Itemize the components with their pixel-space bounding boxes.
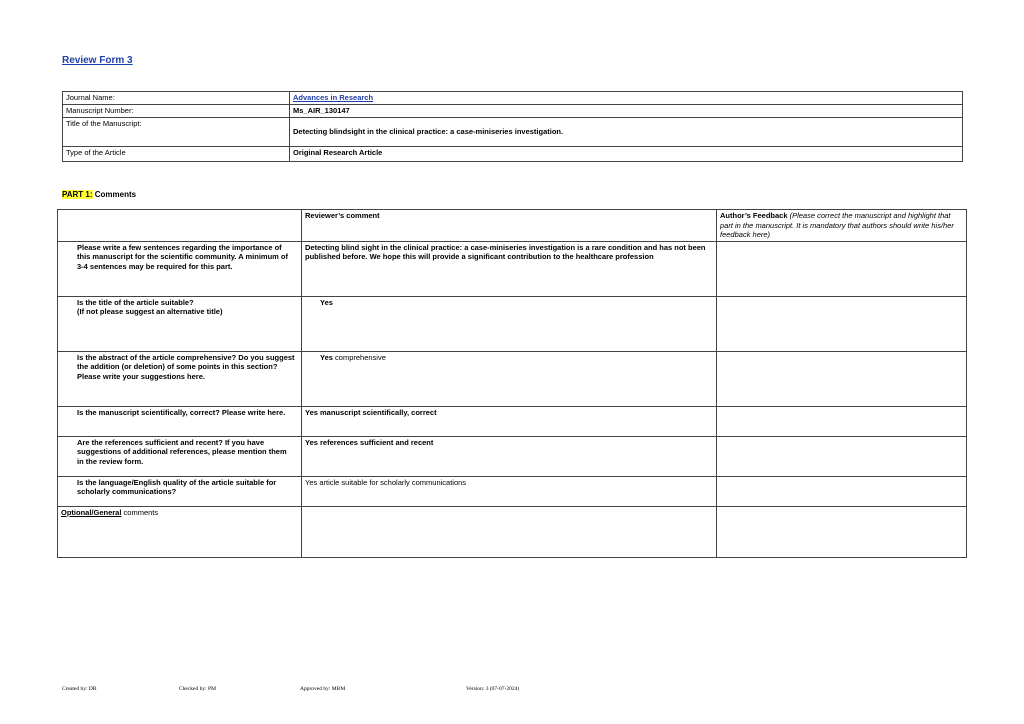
table-row xyxy=(58,476,967,506)
manuscript-title-value: Detecting blindsight in the clinical practice: a case-miniseries investigation. xyxy=(290,118,963,147)
table-row xyxy=(58,506,967,557)
author-feedback-cell[interactable] xyxy=(717,296,967,351)
author-feedback-cell[interactable] xyxy=(717,406,967,436)
question-cell: Please write a few sentences regarding the importance of this manuscript for the scientific community. A minimum of 3-4 sentences may be required for this part. xyxy=(58,241,302,296)
part-heading: PART 1: Comments xyxy=(62,190,137,199)
table-row xyxy=(58,436,967,476)
question-cell: Are the references sufficient and recent? If you have suggestions of additional references, please mention them in the review form. xyxy=(58,436,302,476)
optional-comments-label: Optional/General comments xyxy=(58,506,302,557)
author-feedback-cell[interactable] xyxy=(717,241,967,296)
table-row xyxy=(58,406,967,436)
comment-cell: Yes xyxy=(302,296,717,351)
footer-version: Version: 3 (07-07-2024) xyxy=(466,686,520,692)
comment-cell: Yes comprehensive xyxy=(302,351,717,406)
table-row xyxy=(58,296,967,351)
author-feedback-cell[interactable] xyxy=(717,436,967,476)
optional-comment-cell[interactable] xyxy=(302,506,717,557)
footer-approved-by: Approved by: MBM xyxy=(300,686,346,692)
table-row xyxy=(58,241,967,296)
footer-checked-by: Checked by: PM xyxy=(179,686,216,692)
header-empty-cell xyxy=(58,210,302,242)
manuscript-number-value: Ms_AIR_130147 xyxy=(290,105,963,118)
author-feedback-cell[interactable] xyxy=(717,351,967,406)
journal-link[interactable]: Advances in Research xyxy=(293,93,374,102)
table-row xyxy=(58,351,967,406)
optional-feedback-cell[interactable] xyxy=(717,506,967,557)
reviewer-comment-header: Reviewer’s comment xyxy=(302,210,717,242)
author-feedback-header: Author’s Feedback (Please correct the manuscript and highlight that part in the manuscript. It is mandatory that authors should write his/her feedback here) xyxy=(717,210,967,242)
comment-cell: Yes manuscript scientifically, correct xyxy=(302,406,717,436)
question-cell: Is the language/English quality of the article suitable for scholarly communications? xyxy=(58,476,302,506)
review-comments-table xyxy=(57,209,967,558)
form-title: Review Form 3 xyxy=(62,55,133,66)
manuscript-title-label: Title of the Manuscript: xyxy=(63,118,290,147)
article-type-label: Type of the Article xyxy=(63,147,290,162)
journal-label: Journal Name: xyxy=(63,92,290,105)
author-feedback-cell[interactable] xyxy=(717,476,967,506)
manuscript-info-table xyxy=(62,91,963,162)
comment-cell: Yes references sufficient and recent xyxy=(302,436,717,476)
comment-cell: Yes article suitable for scholarly communications xyxy=(302,476,717,506)
question-cell: Is the title of the article suitable? (If not please suggest an alternative title) xyxy=(58,296,302,351)
footer-created-by: Created by: DR xyxy=(62,686,97,692)
article-type-value: Original Research Article xyxy=(290,147,963,162)
comment-cell: Detecting blind sight in the clinical practice: a case-miniseries investigation is a rare condition and has not been published before. We hope this will provide a significant contribution to the healthcare profession xyxy=(302,241,717,296)
question-cell: Is the manuscript scientifically, correct? Please write here. xyxy=(58,406,302,436)
question-cell: Is the abstract of the article comprehensive? Do you suggest the addition (or deletion) of some points in this section? Please write your suggestions here. xyxy=(58,351,302,406)
manuscript-number-label: Manuscript Number: xyxy=(63,105,290,118)
